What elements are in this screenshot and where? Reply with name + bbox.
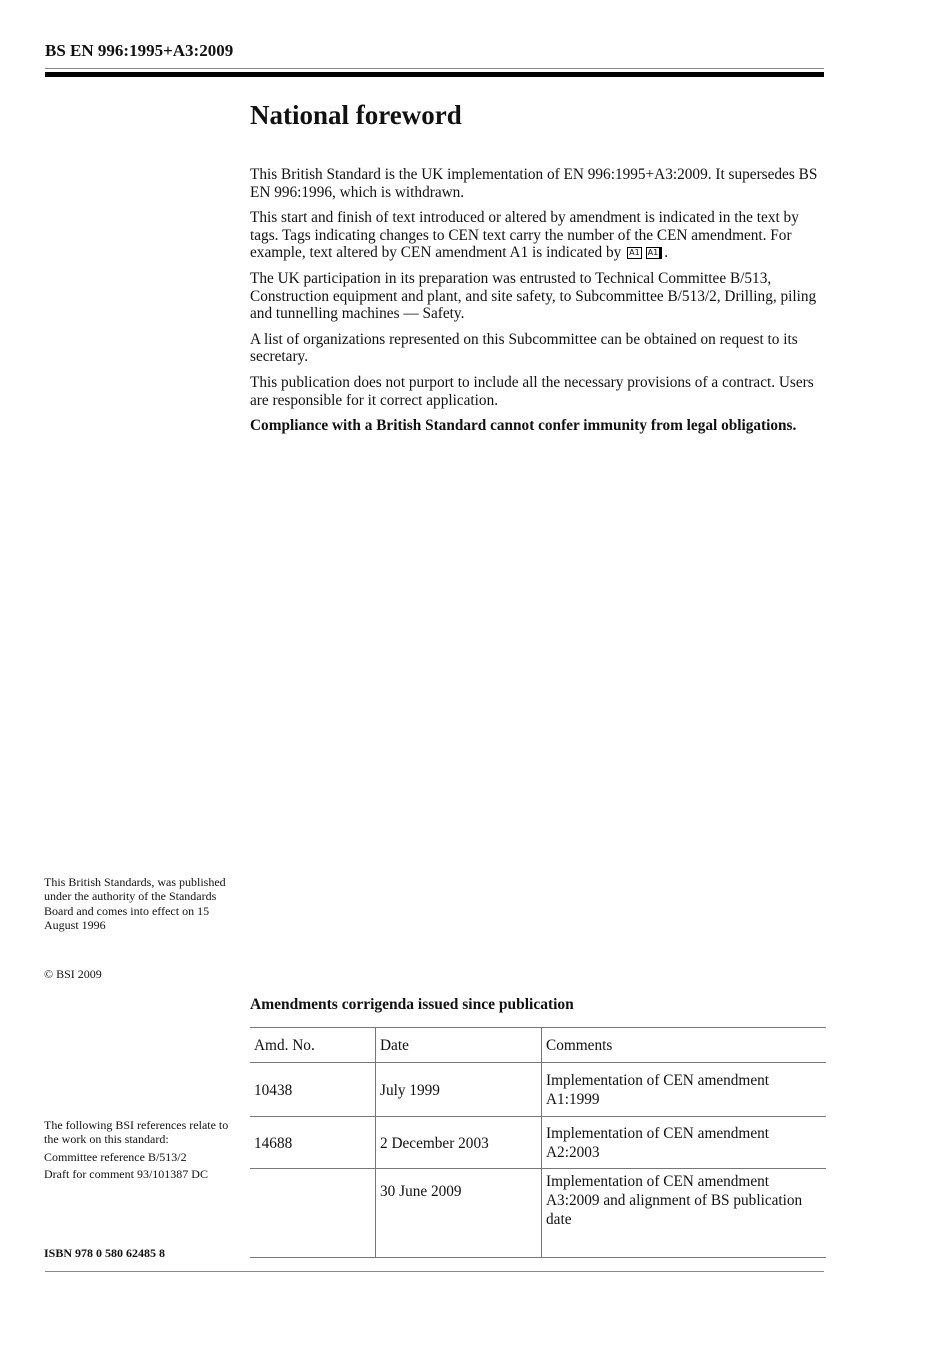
page-title: National foreword (250, 100, 462, 130)
paragraph-committee: The UK participation in its preparation was entrusted to Technical Committee B/513, Construction equipment and plant, and site safety, to Subcommittee B/513/2, Drilling, piling and tunnelling machines — Safety. (250, 269, 817, 323)
paragraph-compliance: Compliance with a British Standard cannot confer immunity from legal obligations. (250, 417, 797, 435)
committee-reference: Committee reference B/513/2 (44, 1149, 187, 1164)
cell-comments: Implementation of CEN amendment A2:2003 (542, 1117, 827, 1169)
paragraph-end: . (664, 244, 669, 262)
cell-amd-no: 10438 (250, 1063, 376, 1117)
cell-amd-no: 14688 (250, 1117, 376, 1169)
amendment-open-tag-icon: A1 (629, 248, 640, 258)
amendment-close-tag-icon: A1 (646, 247, 663, 259)
copyright-text: © BSI 2009 (44, 967, 102, 981)
isbn-text: ISBN 978 0 580 62485 8 (44, 1246, 166, 1260)
bsi-references (44, 1118, 229, 1181)
cell-comments: Implementation of CEN amendment A1:1999 (542, 1063, 827, 1117)
foreword-body (250, 166, 830, 443)
column-header-amd-no: Amd. No. (250, 1028, 376, 1063)
table-header-row (250, 1028, 826, 1063)
publication-note (44, 875, 229, 932)
paragraph-amendment-tags-text: This start and finish of text introduced or altered by amendment is indicated in the text by tags. Tags indicating changes to CEN text carry the number of the CEN amendment. For example, text altered by CEN amendment A1 is indicated by (250, 209, 799, 262)
cell-date: 2 December 2003 (376, 1117, 542, 1169)
paragraph-implementation: This British Standard is the UK implementation of EN 996:1995+A3:2009. It supersedes BS EN 996:1996, which is withdrawn. (250, 166, 818, 201)
header-rule-thick (45, 72, 824, 77)
paragraph-organizations: A list of organizations represented on this Subcommittee can be obtained on request to its secretary. (250, 330, 798, 366)
references-note: The following BSI references relate to the work on this standard: (44, 1118, 229, 1147)
table-row (250, 1063, 826, 1117)
column-header-date: Date (376, 1028, 542, 1063)
paragraph-contract: This publication does not purport to include all the necessary provisions of a contract. Users are responsible for it correct application. (250, 373, 814, 409)
amendments-table (250, 1027, 826, 1258)
table-row (250, 1117, 826, 1169)
cell-comments: Implementation of CEN amendment A3:2009 and alignment of BS publication date (542, 1169, 827, 1258)
amendments-heading: Amendments corrigenda issued since publication (250, 996, 574, 1013)
isbn (44, 1246, 165, 1260)
standard-code: BS EN 996:1995+A3:2009 (45, 41, 234, 60)
footer-rule (45, 1271, 824, 1272)
cell-amd-no (250, 1169, 376, 1258)
paragraph-amendment-tags (250, 209, 830, 262)
publication-note-text: This British Standards, was published under the authority of the Standards Board and comes into effect on 15 August 1996 (44, 875, 226, 932)
table-row (250, 1169, 826, 1258)
cell-date: July 1999 (376, 1063, 542, 1117)
copyright-note (44, 967, 102, 981)
draft-reference: Draft for comment 93/101387 DC (44, 1166, 208, 1181)
column-header-comments: Comments (542, 1028, 827, 1063)
cell-date: 30 June 2009 (376, 1169, 542, 1258)
header-rule-thin (45, 68, 824, 69)
